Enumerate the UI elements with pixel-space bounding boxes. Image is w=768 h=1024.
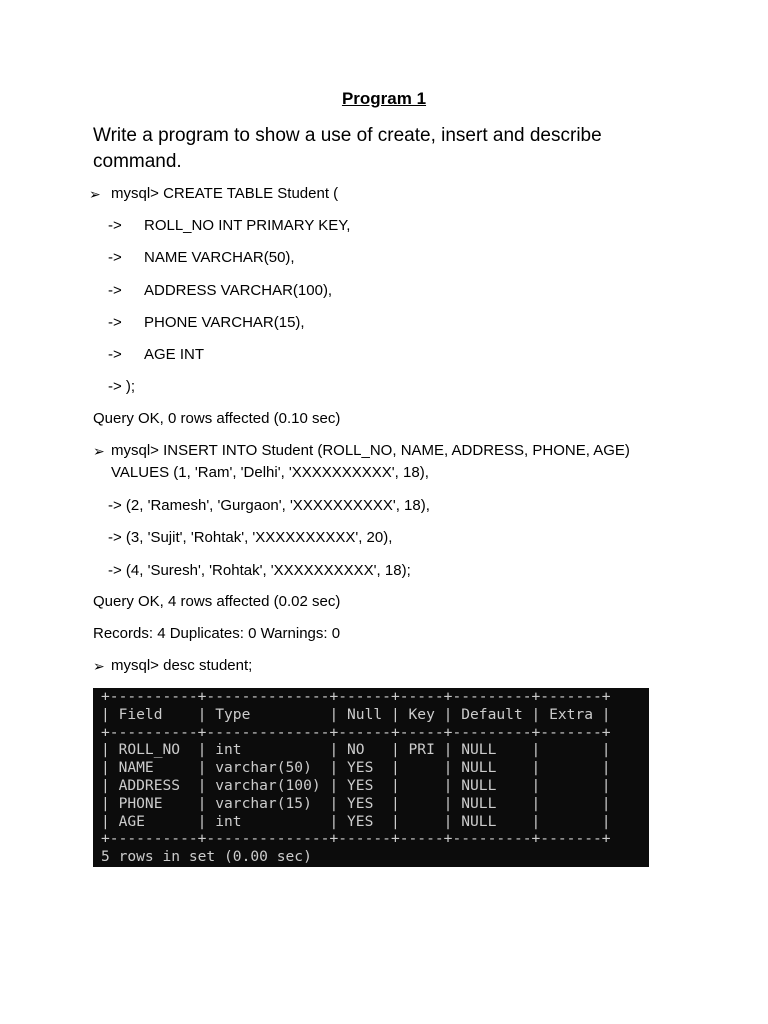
create-close: -> ); xyxy=(108,378,136,395)
continuation-arrow: -> xyxy=(108,217,122,234)
continuation-arrow: -> xyxy=(108,314,122,331)
insert-row-line: -> (4, 'Suresh', 'Rohtak', 'XXXXXXXXXX', 18); xyxy=(108,562,411,579)
create-column-line: NAME VARCHAR(50), xyxy=(144,249,295,266)
bullet-icon: ➢ xyxy=(93,658,105,674)
terminal-output xyxy=(93,688,649,867)
insert-command-values: VALUES (1, 'Ram', 'Delhi', 'XXXXXXXXXX', 18), xyxy=(111,464,429,481)
insert-result: Query OK, 4 rows affected (0.02 sec) xyxy=(93,593,341,610)
continuation-arrow: -> xyxy=(108,249,122,266)
bullet-icon: ➢ xyxy=(93,443,105,459)
create-column-line: AGE INT xyxy=(144,346,205,363)
create-column-line: ROLL_NO INT PRIMARY KEY, xyxy=(144,217,351,234)
create-column-line: ADDRESS VARCHAR(100), xyxy=(144,282,333,299)
question-text: Write a program to show a use of create, insert and describe command. xyxy=(93,125,602,172)
insert-command: mysql> INSERT INTO Student (ROLL_NO, NAME, ADDRESS, PHONE, AGE) xyxy=(111,442,630,459)
create-result: Query OK, 0 rows affected (0.10 sec) xyxy=(93,410,341,427)
insert-records: Records: 4 Duplicates: 0 Warnings: 0 xyxy=(93,625,341,642)
continuation-arrow: -> xyxy=(108,346,122,363)
program-title: Program 1 xyxy=(341,89,427,108)
insert-row-line: -> (3, 'Sujit', 'Rohtak', 'XXXXXXXXXX', 20), xyxy=(108,529,393,546)
continuation-arrow: -> xyxy=(108,282,122,299)
bullet-icon: ➢ xyxy=(89,186,101,202)
terminal-text: +----------+--------------+------+-----+---------+-------+ | Field | Type | Null | Key | Default | Extra | +----------+--------------+------+-----+---------+-------+ | ROLL_NO | int | NO | PRI | NULL | | | NAME | varchar(50) | YES | | NULL | | | ADDRESS | varchar(100) | YES | | NULL | | | PHONE | varchar(15) | YES | | NULL | | | AGE | int | YES | | NULL | | +----------+--------------+------+-----+---------+-------+ 5 rows in set (0.00 sec) xyxy=(101,688,611,866)
describe-command: mysql> desc student; xyxy=(111,657,253,674)
insert-row-line: -> (2, 'Ramesh', 'Gurgaon', 'XXXXXXXXXX', 18), xyxy=(108,497,430,514)
create-column-line: PHONE VARCHAR(15), xyxy=(144,314,305,331)
create-command: mysql> CREATE TABLE Student ( xyxy=(111,185,339,202)
